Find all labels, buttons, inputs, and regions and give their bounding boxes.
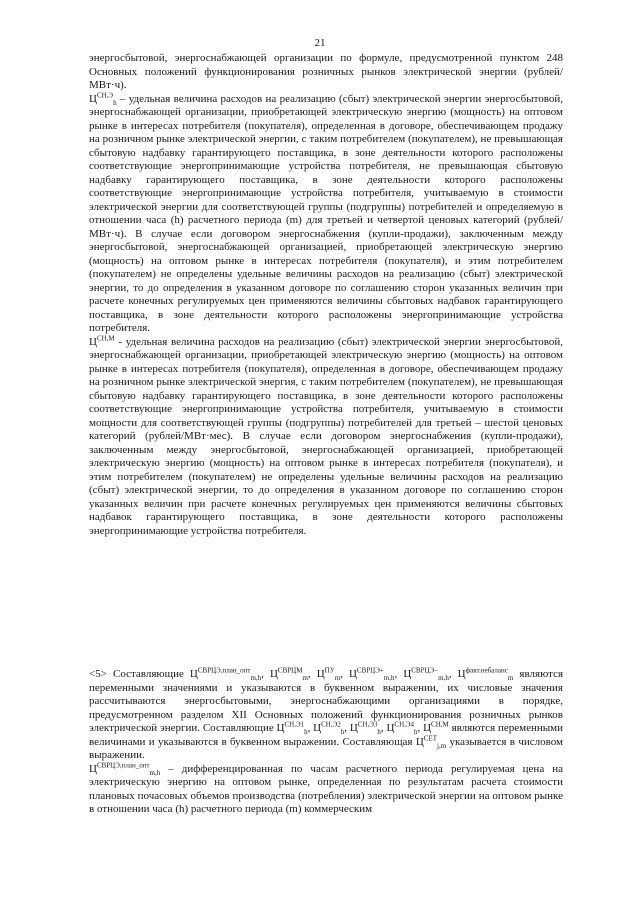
- term-symbol: $Ц^{СН,М}$: [89, 333, 115, 348]
- text-block-2: [89, 668, 563, 817]
- page-number: 21: [314, 37, 326, 49]
- paragraph-capacity-sales-rate: $Ц^{СН,М}$ - удельная величина расходов на реализацию (сбыт) электрической энергии энергосбытовой, энергоснабжающей организации, приобретающей электрическую энергию (мощность) на оптовом рынке в интересах потребителя (покупателя), определенная в договоре, обеспечивающем продажу на розничном рынке электрической энергия, с таким потребителем (покупателем), не превышающая сбытовую надбавку гарантирующего поставщика, в зоне деятельности которого расположены соответствующие энергопринимающие устройства потребителя, учитываемую в стоимости мощности для соответствующей группы (подгруппы) потребителей для третьей – шестой ценовых категорий (рублей/МВт·мес). В случае если договором энергоснабжения (купли-продажи), заключенным между энергосбытовой, энергоснабжающей организацией, приобретающей электрическую энергию (мощность) на оптовом рынке в интересах потребителя (покупателя), и этим потребителем (покупателем) не определены удельные величины расходов на реализацию (сбыт) электрической энергии, то до определения в указанном договоре по соглашению сторон указанных величин при расчете конечных регулируемых цен применяются величины сбытовых надбавок гарантирующего поставщика, в зоне деятельности которого расположены энергопринимающие устройства потребителя.: [89, 333, 563, 537]
- paragraph-energy-sales-rate: $Ц^{СН,Э}_h$ – удельная величина расходов на реализацию (сбыт) электрической энергии энергосбытовой, энергоснабжающей организации, приобретающей электрическую энергию (мощность) на оптовом рынке в интересах потребителя (покупателя), определенная в договоре, обеспечивающем продажу на розничном рынке электрической энергии, с таким потребителем (покупателем), не превышающая сбытовую надбавку гарантирующего поставщика, в зоне деятельности которого расположены соответствующие энергопринимающие устройства потребителя, не превышающая сбытовую надбавку гарантирующего поставщика, в зоне деятельности которого расположены соответствующие энергопринимающие устройства потребителя, учитываемую в стоимости электрической энергии для соответствующей группы (подгруппы) потребителей и определяемую в отношении часа (h) расчетного периода (m) для третьей и четвертой ценовых категорий (рублей/МВт·ч). В случае если договором энергоснабжения (купли-продажи), заключенным между энергосбытовой, энергоснабжающей организацией, приобретающей электрическую энергию (мощность) на оптовом рынке в интересах потребителя (покупателя), и этим потребителем (покупателем) не определены удельные величины расходов на реализацию (сбыт) электрической энергии, то до определения в указанном договоре по соглашению сторон указанных величин при расчете конечных регулируемых цен применяются величины сбытовых надбавок гарантирующего поставщика, в зоне деятельности которого расположены энергопринимающие устройства потребителя.: [89, 90, 563, 334]
- paragraph-wholesale-price: $Ц^{СВРЦЭ,план\_опт}_{m,h}$ – дифференцированная по часам расчетного периода регулируемая цена на электрическую энергию на оптовом рынке, определенная по результатам расчета стоимости плановых почасовых объемов производства (потребления) электрической энергии на оптовом рынке в отношении часа (h) расчетного периода (m) коммерческим: [89, 760, 563, 815]
- term-symbol: $Ц^{СВРЦЭ,план\_опт}_{m,h}$: [89, 760, 161, 777]
- term-symbol: $Ц^{СН,Э}_h$: [89, 90, 117, 107]
- paragraph-formula-ref: энергосбытовой, энергоснабжающей организации по формуле, предусмотренной пунктом 248 Основных положений функционирования розничных рынков электрической энергии (рублей/МВт·ч).: [89, 52, 563, 91]
- text-block-1: [89, 52, 563, 538]
- footnote-5: <5> Составляющие $Ц^{СВРЦЭ,план\_опт}_{m,h}$, $Ц^{СВРЦМ}_m$, $Ц^{ПУ}_m$, $Ц^{СВРЦЭ+}_{m,h}$, $Ц^{СВРЦЭ-}_{m,h}$, $Ц^{факт.небаланс}_m$ являются переменными значениями и указываются в буквенном выражении, их числовые значения рассчитываются энергосбытовыми, энергоснабжающими организациями в порядке, предусмотренном разделом XII Основных положений функционирования розничных рынков электрической энергии. Составляющие $Ц^{СН,Э1}_h$, $Ц^{СН,Э2}_h$, $Ц^{СН,Э3}_h$, $Ц^{СН,Э4}_h$, $Ц^{СН,М}$ являются переменными величинами и указываются в буквенном выражении. Составляющая $Ц^{СЕТ}_{j,m}$ указывается в числовом выражении.: [89, 666, 564, 761]
